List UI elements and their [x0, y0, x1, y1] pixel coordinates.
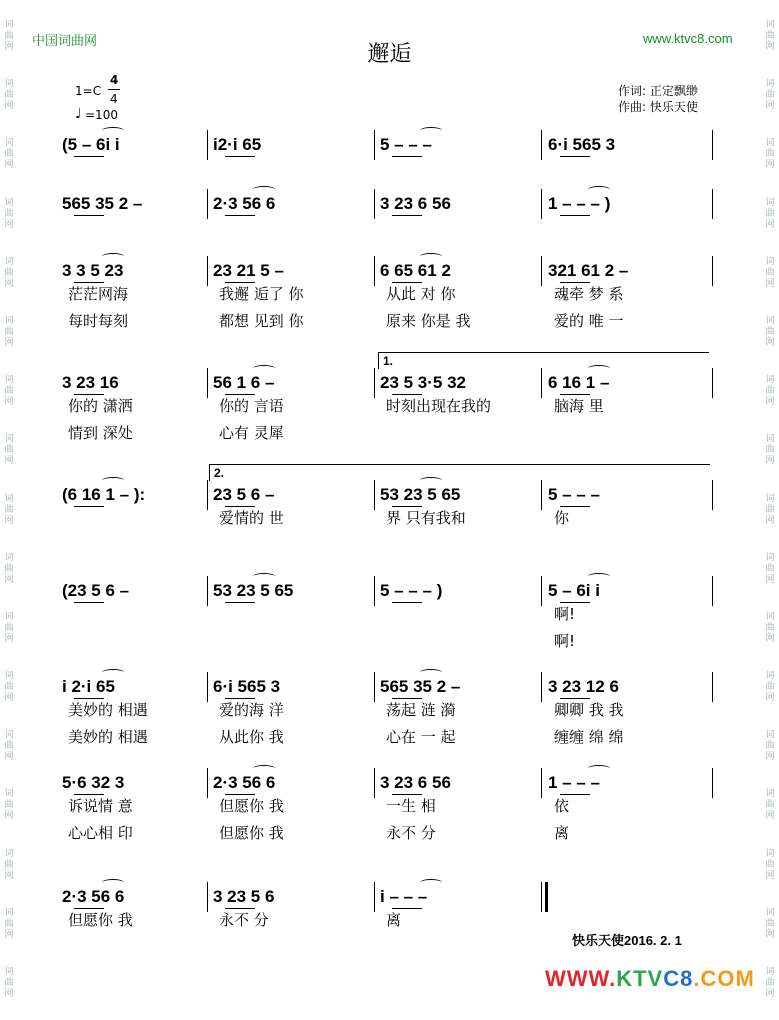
measure-notes: (6 16 1 – ):: [62, 485, 146, 504]
watermark-text: 词曲网: [765, 256, 775, 289]
slur: [253, 365, 275, 372]
composer: 作曲: 快乐天使: [618, 100, 698, 114]
lyric-text: 你: [554, 509, 570, 527]
watermark-text: 词曲网: [765, 20, 775, 52]
bar-line: [207, 672, 208, 702]
lyric-text: 但愿你 我: [219, 797, 284, 815]
volta-bracket: [209, 464, 710, 481]
measure-notes: 3 23 12 6: [548, 677, 619, 696]
watermark-text: 词曲网: [765, 434, 775, 467]
lyric-text: 界 只有我和: [386, 509, 466, 527]
measure-notes: 565 35 2 –: [380, 677, 461, 696]
watermark-text: 词曲网: [4, 493, 14, 526]
bar-line: [374, 882, 375, 912]
final-bar-line: [545, 882, 548, 912]
bar-line: [541, 480, 542, 510]
measure-notes: (5 – 6i i: [62, 135, 120, 154]
watermark-text: 词曲网: [765, 611, 775, 644]
lyric-text: 但愿你 我: [68, 911, 133, 929]
measure-notes: 3 23 5 6: [213, 887, 275, 906]
beam-line: [74, 506, 104, 507]
slur: [102, 253, 124, 260]
time-signature-line: [108, 89, 120, 90]
measure-notes: 53 23 5 65: [380, 485, 461, 504]
measure-notes: 3 23 6 56: [380, 773, 451, 792]
site-url[interactable]: www.ktvc8.com: [643, 31, 733, 46]
bar-line: [712, 256, 713, 286]
measure-notes: 6·i 565 3: [213, 677, 281, 696]
bar-line: [541, 882, 542, 912]
slur: [102, 669, 124, 676]
slur: [420, 127, 442, 134]
bar-line: [374, 368, 375, 398]
watermark-text: 词曲网: [4, 20, 14, 52]
lyric-text: 你的 潇洒: [68, 397, 133, 415]
lyric-text: 美妙的 相遇: [68, 701, 148, 719]
lyric-text: 爱的海 洋: [219, 701, 284, 719]
watermark-text: 词曲网: [4, 907, 14, 940]
lyric-text: 依: [554, 797, 570, 815]
key-signature: 1=C: [75, 84, 102, 98]
watermark-text: 词曲网: [765, 848, 775, 881]
lyric-text: 爱的 唯 一: [554, 312, 624, 330]
bar-line: [207, 768, 208, 798]
measure-notes: 2·3 56 6: [213, 773, 276, 792]
volta-bracket: [378, 352, 709, 369]
beam-line: [392, 602, 422, 603]
measure-notes: 23 21 5 –: [213, 261, 284, 280]
tempo: =100: [85, 108, 118, 122]
bar-line: [541, 256, 542, 286]
watermark-text: 词曲网: [4, 967, 14, 999]
slur: [102, 477, 124, 484]
watermark-text: 词曲网: [4, 375, 14, 408]
measure-notes: 565 35 2 –: [62, 194, 143, 213]
measure-notes: 6 16 1 –: [548, 373, 610, 392]
lyric-text: 诉说情 意: [68, 797, 133, 815]
bar-line: [207, 480, 208, 510]
watermark-text: 词曲网: [4, 434, 14, 467]
bar-line: [712, 368, 713, 398]
lyric-text: 美妙的 相遇: [68, 728, 148, 746]
lyric-text: 脑海 里: [554, 397, 604, 415]
watermark-text: 词曲网: [4, 671, 14, 704]
bar-line: [207, 576, 208, 606]
bar-line: [207, 189, 208, 219]
watermark-text: 词曲网: [4, 552, 14, 585]
measure-notes: 6 65 61 2: [380, 261, 451, 280]
lyric-text: 永不 分: [219, 911, 269, 929]
score-row: [0, 672, 779, 746]
watermark-text: 词曲网: [4, 138, 14, 171]
logo-part-www: WWW.: [545, 966, 617, 991]
watermark-text: 词曲网: [765, 671, 775, 704]
bar-line: [541, 130, 542, 160]
bar-line: [541, 672, 542, 702]
bar-line: [374, 768, 375, 798]
beam-line: [225, 602, 255, 603]
bar-line: [712, 189, 713, 219]
measure-notes: 1 – – – ): [548, 194, 611, 213]
slur: [588, 765, 610, 772]
bar-line: [207, 256, 208, 286]
measure-notes: 3 23 6 56: [380, 194, 451, 213]
watermark-text: 词曲网: [765, 138, 775, 171]
score-row: [0, 466, 779, 527]
bar-line: [541, 576, 542, 606]
lyric-text: 心心相 印: [68, 824, 133, 842]
volta-number: 2.: [214, 466, 225, 480]
watermark-text: 词曲网: [765, 907, 775, 940]
watermark-text: 词曲网: [4, 79, 14, 112]
measure-notes: 1 – – –: [548, 773, 600, 792]
logo-part-c8: C8: [663, 966, 694, 991]
watermark-text: 词曲网: [765, 493, 775, 526]
measure-notes: 5·6 32 3: [62, 773, 125, 792]
watermark-text: 词曲网: [765, 967, 775, 999]
slur: [102, 879, 124, 886]
logo-part-com: .COM: [693, 966, 755, 991]
beam-line: [225, 215, 255, 216]
volta-number: 1.: [383, 354, 394, 368]
watermark-text: 词曲网: [765, 375, 775, 408]
watermark-text: 词曲网: [765, 197, 775, 230]
measure-notes: i 2·i 65: [62, 677, 115, 696]
bar-line: [374, 480, 375, 510]
watermark-text: 词曲网: [765, 79, 775, 112]
lyric-text: 心在 一 起: [386, 728, 456, 746]
lyric-text: 心有 灵犀: [219, 424, 284, 442]
watermark-text: 词曲网: [765, 315, 775, 348]
bar-line: [374, 189, 375, 219]
measure-notes: i2·i 65: [213, 135, 262, 154]
signature: 快乐天使2016. 2. 1: [572, 933, 682, 948]
watermark-text: 词曲网: [4, 730, 14, 763]
watermark-text: 词曲网: [4, 315, 14, 348]
lyric-text: 我邂 逅了 你: [219, 285, 304, 303]
measure-notes: 5 – – – ): [380, 581, 443, 600]
score-row: [0, 189, 779, 219]
bar-line: [207, 130, 208, 160]
time-signature-top: 4: [110, 73, 119, 87]
lyric-text: 从此你 我: [219, 728, 284, 746]
lyric-text: 魂牵 梦 系: [554, 285, 624, 303]
watermark-text: 词曲网: [4, 848, 14, 881]
measure-notes: (23 5 6 –: [62, 581, 130, 600]
measure-notes: i – – –: [380, 887, 428, 906]
beam-line: [225, 156, 255, 157]
score-row: [0, 256, 779, 330]
bar-line: [712, 130, 713, 160]
score-row: [0, 354, 779, 442]
measure-notes: 2·3 56 6: [62, 887, 125, 906]
bar-line: [712, 672, 713, 702]
slur: [420, 253, 442, 260]
bar-line: [374, 576, 375, 606]
lyric-text: 永不 分: [386, 824, 436, 842]
measure-notes: 5 – 6i i: [548, 581, 600, 600]
slur: [102, 127, 124, 134]
bar-line: [541, 768, 542, 798]
lyric-text: 原来 你是 我: [386, 312, 471, 330]
lyric-text: 每时每刻: [68, 312, 129, 330]
watermark-text: 词曲网: [4, 197, 14, 230]
watermark-text: 词曲网: [4, 256, 14, 289]
beam-line: [74, 156, 104, 157]
bar-line: [712, 480, 713, 510]
watermark-text: 词曲网: [765, 789, 775, 822]
watermark-text: 词曲网: [765, 730, 775, 763]
slur: [253, 765, 275, 772]
lyric-text: 从此 对 你: [386, 285, 456, 303]
beam-line: [560, 156, 590, 157]
beam-line: [560, 215, 590, 216]
watermark-text: 词曲网: [4, 789, 14, 822]
slur: [588, 573, 610, 580]
lyric-text: 都想 见到 你: [219, 312, 304, 330]
measure-notes: 23 5 6 –: [213, 485, 275, 504]
watermark-text: 词曲网: [4, 611, 14, 644]
beam-line: [74, 215, 104, 216]
slur: [420, 669, 442, 676]
lyric-text: 卿卿 我 我: [554, 701, 624, 719]
lyric-text: 但愿你 我: [219, 824, 284, 842]
time-signature-bottom: 4: [110, 92, 118, 106]
lyric-text: 爱情的 世: [219, 509, 284, 527]
bar-line: [712, 768, 713, 798]
bar-line: [541, 189, 542, 219]
measure-notes: 3 23 16: [62, 373, 119, 392]
slur: [253, 573, 275, 580]
lyricist: 作词: 正定飘缈: [618, 84, 698, 98]
lyric-text: 啊!: [554, 605, 576, 623]
bar-line: [712, 576, 713, 606]
bar-line: [374, 256, 375, 286]
lyric-text: 一生 相: [386, 797, 436, 815]
page-title: 邂逅: [367, 42, 412, 67]
measure-notes: 2·3 56 6: [213, 194, 276, 213]
lyric-text: 缠缠 绵 绵: [554, 728, 624, 746]
lyric-text: 时刻出现在我的: [386, 397, 492, 415]
bar-line: [374, 672, 375, 702]
beam-line: [74, 602, 104, 603]
measure-notes: 6·i 565 3: [548, 135, 616, 154]
score-row: [0, 130, 779, 160]
quarter-note-icon: ♩: [75, 106, 82, 122]
measure-notes: 5 – – –: [548, 485, 600, 504]
bar-line: [541, 368, 542, 398]
lyric-text: 离: [386, 911, 402, 929]
lyric-text: 茫茫网海: [68, 285, 129, 303]
bar-line: [374, 130, 375, 160]
measure-notes: 53 23 5 65: [213, 581, 294, 600]
ktvc8-logo[interactable]: [545, 966, 755, 992]
lyric-text: 情到 深处: [68, 424, 133, 442]
measure-notes: 3 3 5 23: [62, 261, 124, 280]
measure-notes: 56 1 6 –: [213, 373, 275, 392]
slur: [253, 186, 275, 193]
site-name[interactable]: 中国词曲网: [32, 34, 98, 49]
lyric-text: 离: [554, 824, 570, 842]
bar-line: [207, 368, 208, 398]
lyric-text: 你的 言语: [219, 397, 284, 415]
lyric-text: 啊!: [554, 632, 576, 650]
slur: [420, 879, 442, 886]
measure-notes: 23 5 3·5 32: [380, 373, 467, 392]
measure-notes: 321 61 2 –: [548, 261, 629, 280]
logo-part-ktv: KTV: [616, 966, 664, 991]
beam-line: [392, 156, 422, 157]
slur: [588, 186, 610, 193]
lyric-text: 荡起 涟 漪: [386, 701, 456, 719]
beam-line: [392, 215, 422, 216]
measure-notes: 5 – – –: [380, 135, 432, 154]
watermark-text: 词曲网: [765, 552, 775, 585]
bar-line: [207, 882, 208, 912]
